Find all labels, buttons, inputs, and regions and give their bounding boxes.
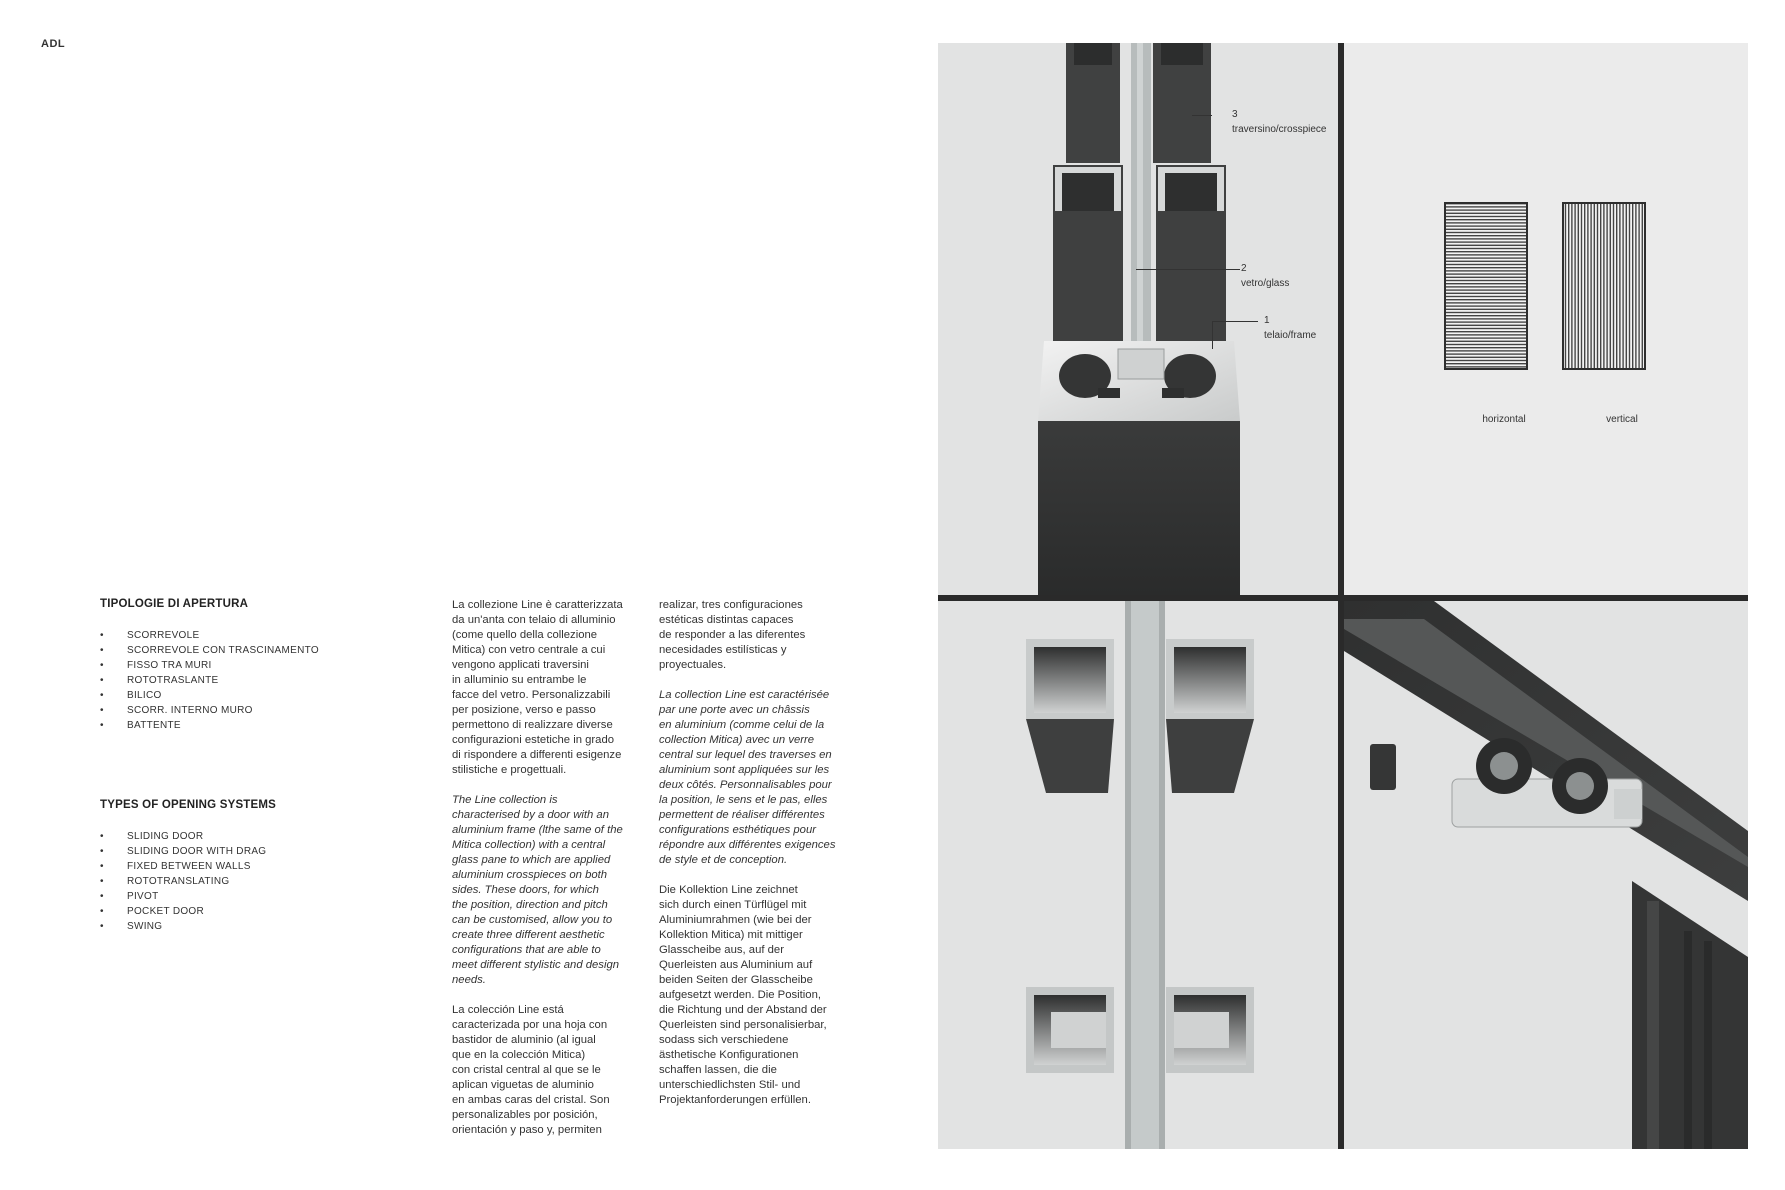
list-item: • ROTOTRASLANTE [100, 673, 319, 688]
list-item: • SCORREVOLE [100, 628, 319, 643]
sliding-track-graphic [1344, 601, 1748, 1149]
paragraph-italian: La collezione Line è caratterizzata da un'anta con telaio di alluminio (come quello della collezione Mitica) con vetro centrale a cui vengono applicati traversini in alluminio su entrambe le facce del vetro. Personalizzabili per posizione, verso e passo permettono di realizzare diverse configurazioni estetiche in grado di rispondere a differenti esigenze stilistiche e progettuali. [452, 599, 623, 776]
annotation-number-1: 1 [1264, 315, 1270, 326]
text-column-1 [452, 598, 657, 1153]
horizontal-diagram [1445, 203, 1527, 369]
annotation-leader-1-vertical [1212, 321, 1213, 349]
opening-types-en-list [100, 829, 266, 934]
list-item: • FIXED BETWEEN WALLS [100, 859, 266, 874]
annotation-leader-3 [1192, 115, 1212, 116]
list-item: • SLIDING DOOR WITH DRAG [100, 844, 266, 859]
annotation-leader-2 [1136, 269, 1240, 270]
text-column-2 [659, 598, 864, 1123]
annotation-leader-1 [1212, 321, 1258, 322]
paragraph-german: Die Kollektion Line zeichnet sich durch einen Türflügel mit Aluminiumrahmen (wie bei der Kollektion Mitica) mit mittiger Glasscheibe aus, auf der Querleisten aus Aluminium auf beiden Seiten der Glasscheibe aufgesetzt werden. Die Position, die Richtung und der Abstand der Querleisten sind personalisierbar, sodass sich verschiedene ästhetische Konfigurationen schaffen lassen, die die unterschiedlichsten Stil- und Projektanforderungen erfüllen. [659, 884, 827, 1106]
list-item: • SCORR. INTERNO MURO [100, 703, 319, 718]
opening-types-it-list [100, 628, 319, 733]
list-item: • FISSO TRA MURI [100, 658, 319, 673]
list-item: • SLIDING DOOR [100, 829, 266, 844]
annotation-number-2: 2 [1241, 263, 1247, 274]
opening-types-it-title: TIPOLOGIE DI APERTURA [100, 598, 249, 610]
list-item: • BILICO [100, 688, 319, 703]
annotation-label-1: telaio/frame [1264, 330, 1317, 341]
list-item: • PIVOT [100, 889, 266, 904]
caption-horizontal: horizontal [1482, 414, 1526, 425]
crosspiece-graphic [938, 601, 1338, 1149]
vertical-diagram [1563, 203, 1645, 369]
list-item: • POCKET DOOR [100, 904, 266, 919]
list-item: • SCORREVOLE CON TRASCINAMENTO [100, 643, 319, 658]
paragraph-spanish-cont: realizar, tres configuraciones estéticas distintas capaces de responder a las diferentes necesidades estilísticas y proyectuales. [659, 599, 806, 671]
paragraph-english: The Line collection is characterised by a door with an aluminium frame (lthe same of the Mitica collection) with a central glass pane to which are applied aluminium crosspieces on both sides. These doors, for which the position, direction and pitch can be customised, allow you to create three different aesthetic configurations that are able to meet different stylistic and design needs. [452, 794, 623, 986]
list-item: • SWING [100, 919, 266, 934]
crosspiece-top-view [938, 601, 1338, 1149]
configuration-diagrams [1344, 43, 1748, 595]
paragraph-french: La collection Line est caractérisée par une porte avec un châssis en aluminium (comme celui de la collection Mitica) avec un verre central sur lequel des traverses en aluminium sont appliquées sur les deux côtés. Personnalisables pour la position, le sens et le pas, elles permettent de réaliser différentes configurations esthétiques pour répondre aux différentes exigences de style et de conception. [659, 689, 836, 866]
sliding-track-render [1344, 601, 1748, 1149]
photo-grid [938, 43, 1748, 1149]
annotation-label-3: traversino/crosspiece [1232, 124, 1327, 135]
brand-logo: ADL [41, 38, 66, 50]
opening-types-en-title: TYPES OF OPENING SYSTEMS [100, 799, 277, 811]
paragraph-spanish: La colección Line está caracterizada por una hoja con bastidor de aluminio (al igual que en la colección Mitica) con cristal central al que se le aplican viguetas de aluminio en ambas caras del cristal. Son personalizables por posición, orientación y paso y, permiten [452, 1004, 610, 1136]
annotation-label-2: vetro/glass [1241, 278, 1290, 289]
list-item: • ROTOTRANSLATING [100, 874, 266, 889]
annotation-number-3: 3 [1232, 109, 1238, 120]
configuration-diagrams-graphic [1344, 43, 1748, 595]
list-item: • BATTENTE [100, 718, 319, 733]
caption-vertical: vertical [1606, 414, 1638, 425]
